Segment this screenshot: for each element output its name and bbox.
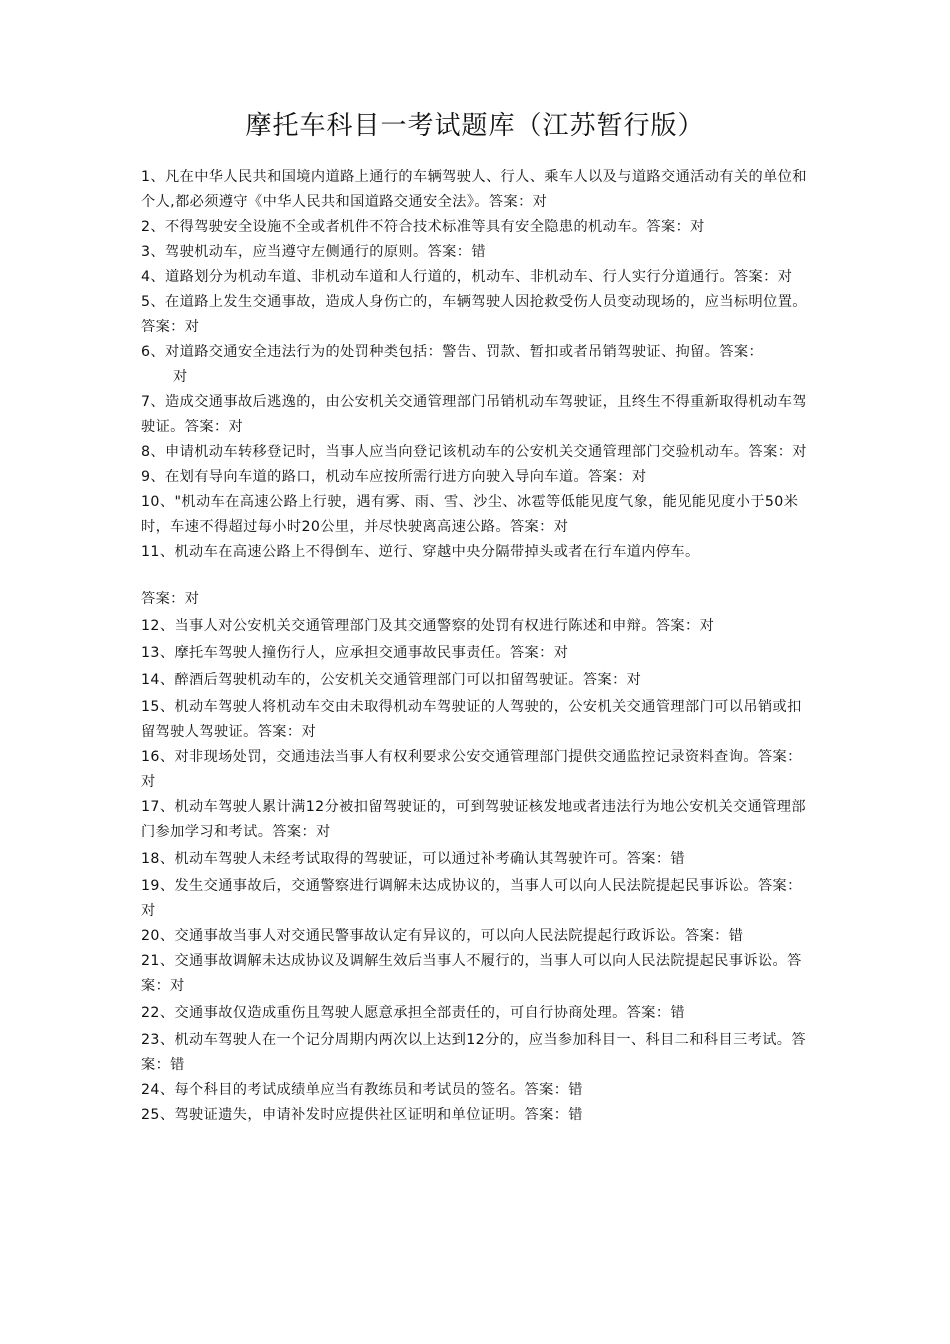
question-list [141, 165, 813, 1128]
question-6-answer [141, 365, 813, 390]
question-13: 13、摩托车驾驶人撞伤行人，应承担交通事故民事责任。答案：对 [141, 645, 569, 661]
question-3: 3、驾驶机动车，应当遵守左侧通行的原则。答案：错 [141, 244, 486, 260]
question-22: 22、交通事故仅造成重伤且驾驶人愿意承担全部责任的，可自行协商处理。答案：错 [141, 1005, 686, 1021]
question-23: 23、机动车驾驶人在一个记分周期内两次以上达到12分的，应当参加科目一、科目二和科目三考试。答案：错 [141, 1032, 806, 1073]
question-14: 14、醉酒后驾驶机动车的，公安机关交通管理部门可以扣留驾驶证。答案：对 [141, 672, 642, 688]
question-7: 7、造成交通事故后逃逸的，由公安机关交通管理部门吊销机动车驾驶证，且终生不得重新取得机动车驾驶证。答案：对 [141, 394, 807, 435]
question-21: 21、交通事故调解未达成协议及调解生效后当事人不履行的，当事人可以向人民法院提起民事诉讼。答案：对 [141, 953, 802, 994]
question-15: 15、机动车驾驶人将机动车交由未取得机动车驾驶证的人驾驶的，公安机关交通管理部门可以吊销或扣留驾驶人驾驶证。答案：对 [141, 699, 802, 740]
question-1: 1、凡在中华人民共和国境内道路上通行的车辆驾驶人、行人、乘车人以及与道路交通活动有关的单位和个人,都必须遵守《中华人民共和国道路交通安全法》。答案：对 [141, 169, 807, 210]
question-11-answer: 答案：对 [141, 591, 200, 607]
question-16: 16、对非现场处罚，交通违法当事人有权利要求公安交通管理部门提供交通监控记录资料查询。答案：对 [141, 749, 802, 790]
question-2: 2、不得驾驶安全设施不全或者机件不符合技术标准等具有安全隐患的机动车。答案：对 [141, 219, 705, 235]
question-18: 18、机动车驾驶人未经考试取得的驾驶证，可以通过补考确认其驾驶许可。答案：错 [141, 851, 686, 867]
question-8: 8、申请机动车转移登记时，当事人应当向登记该机动车的公安机关交通管理部门交验机动车。答案：对 [141, 444, 807, 460]
blank-line [141, 565, 813, 587]
question-12: 12、当事人对公安机关交通管理部门及其交通警察的处罚有权进行陈述和申辩。答案：对 [141, 618, 715, 634]
question-11: 11、机动车在高速公路上不得倒车、逆行、穿越中央分隔带掉头或者在行车道内停车。 [141, 544, 700, 560]
page-title: 摩托车科目一考试题库（江苏暂行版） [245, 111, 705, 141]
question-6: 6、对道路交通安全违法行为的处罚种类包括：警告、罚款、暂扣或者吊销驾驶证、拘留。答案： [141, 344, 764, 360]
question-9: 9、在划有导向车道的路口，机动车应按所需行进方向驶入导向车道。答案：对 [141, 469, 647, 485]
question-4: 4、道路划分为机动车道、非机动车道和人行道的，机动车、非机动车、行人实行分道通行。答案：对 [141, 269, 793, 285]
question-5: 5、在道路上发生交通事故，造成人身伤亡的，车辆驾驶人因抢救受伤人员变动现场的，应当标明位置。答案：对 [141, 294, 807, 335]
question-17: 17、机动车驾驶人累计满12分被扣留驾驶证的，可到驾驶证核发地或者违法行为地公安机关交通管理部门参加学习和考试。答案：对 [141, 799, 806, 840]
question-25: 25、驾驶证遗失，申请补发时应提供社区证明和单位证明。答案：错 [141, 1107, 583, 1123]
question-20: 20、交通事故当事人对交通民警事故认定有异议的，可以向人民法院提起行政诉讼。答案：错 [141, 928, 744, 944]
question-24: 24、每个科目的考试成绩单应当有教练员和考试员的签名。答案：错 [141, 1082, 583, 1098]
answer-text: 对 [173, 369, 188, 385]
question-19: 19、发生交通事故后，交通警察进行调解未达成协议的，当事人可以向人民法院提起民事诉讼。答案：对 [141, 878, 802, 919]
question-10: 10、"机动车在高速公路上行驶，遇有雾、雨、雪、沙尘、冰雹等低能见度气象，能见能见度小于50米时，车速不得超过每小时20公里，并尽快驶离高速公路。答案：对 [141, 494, 799, 535]
